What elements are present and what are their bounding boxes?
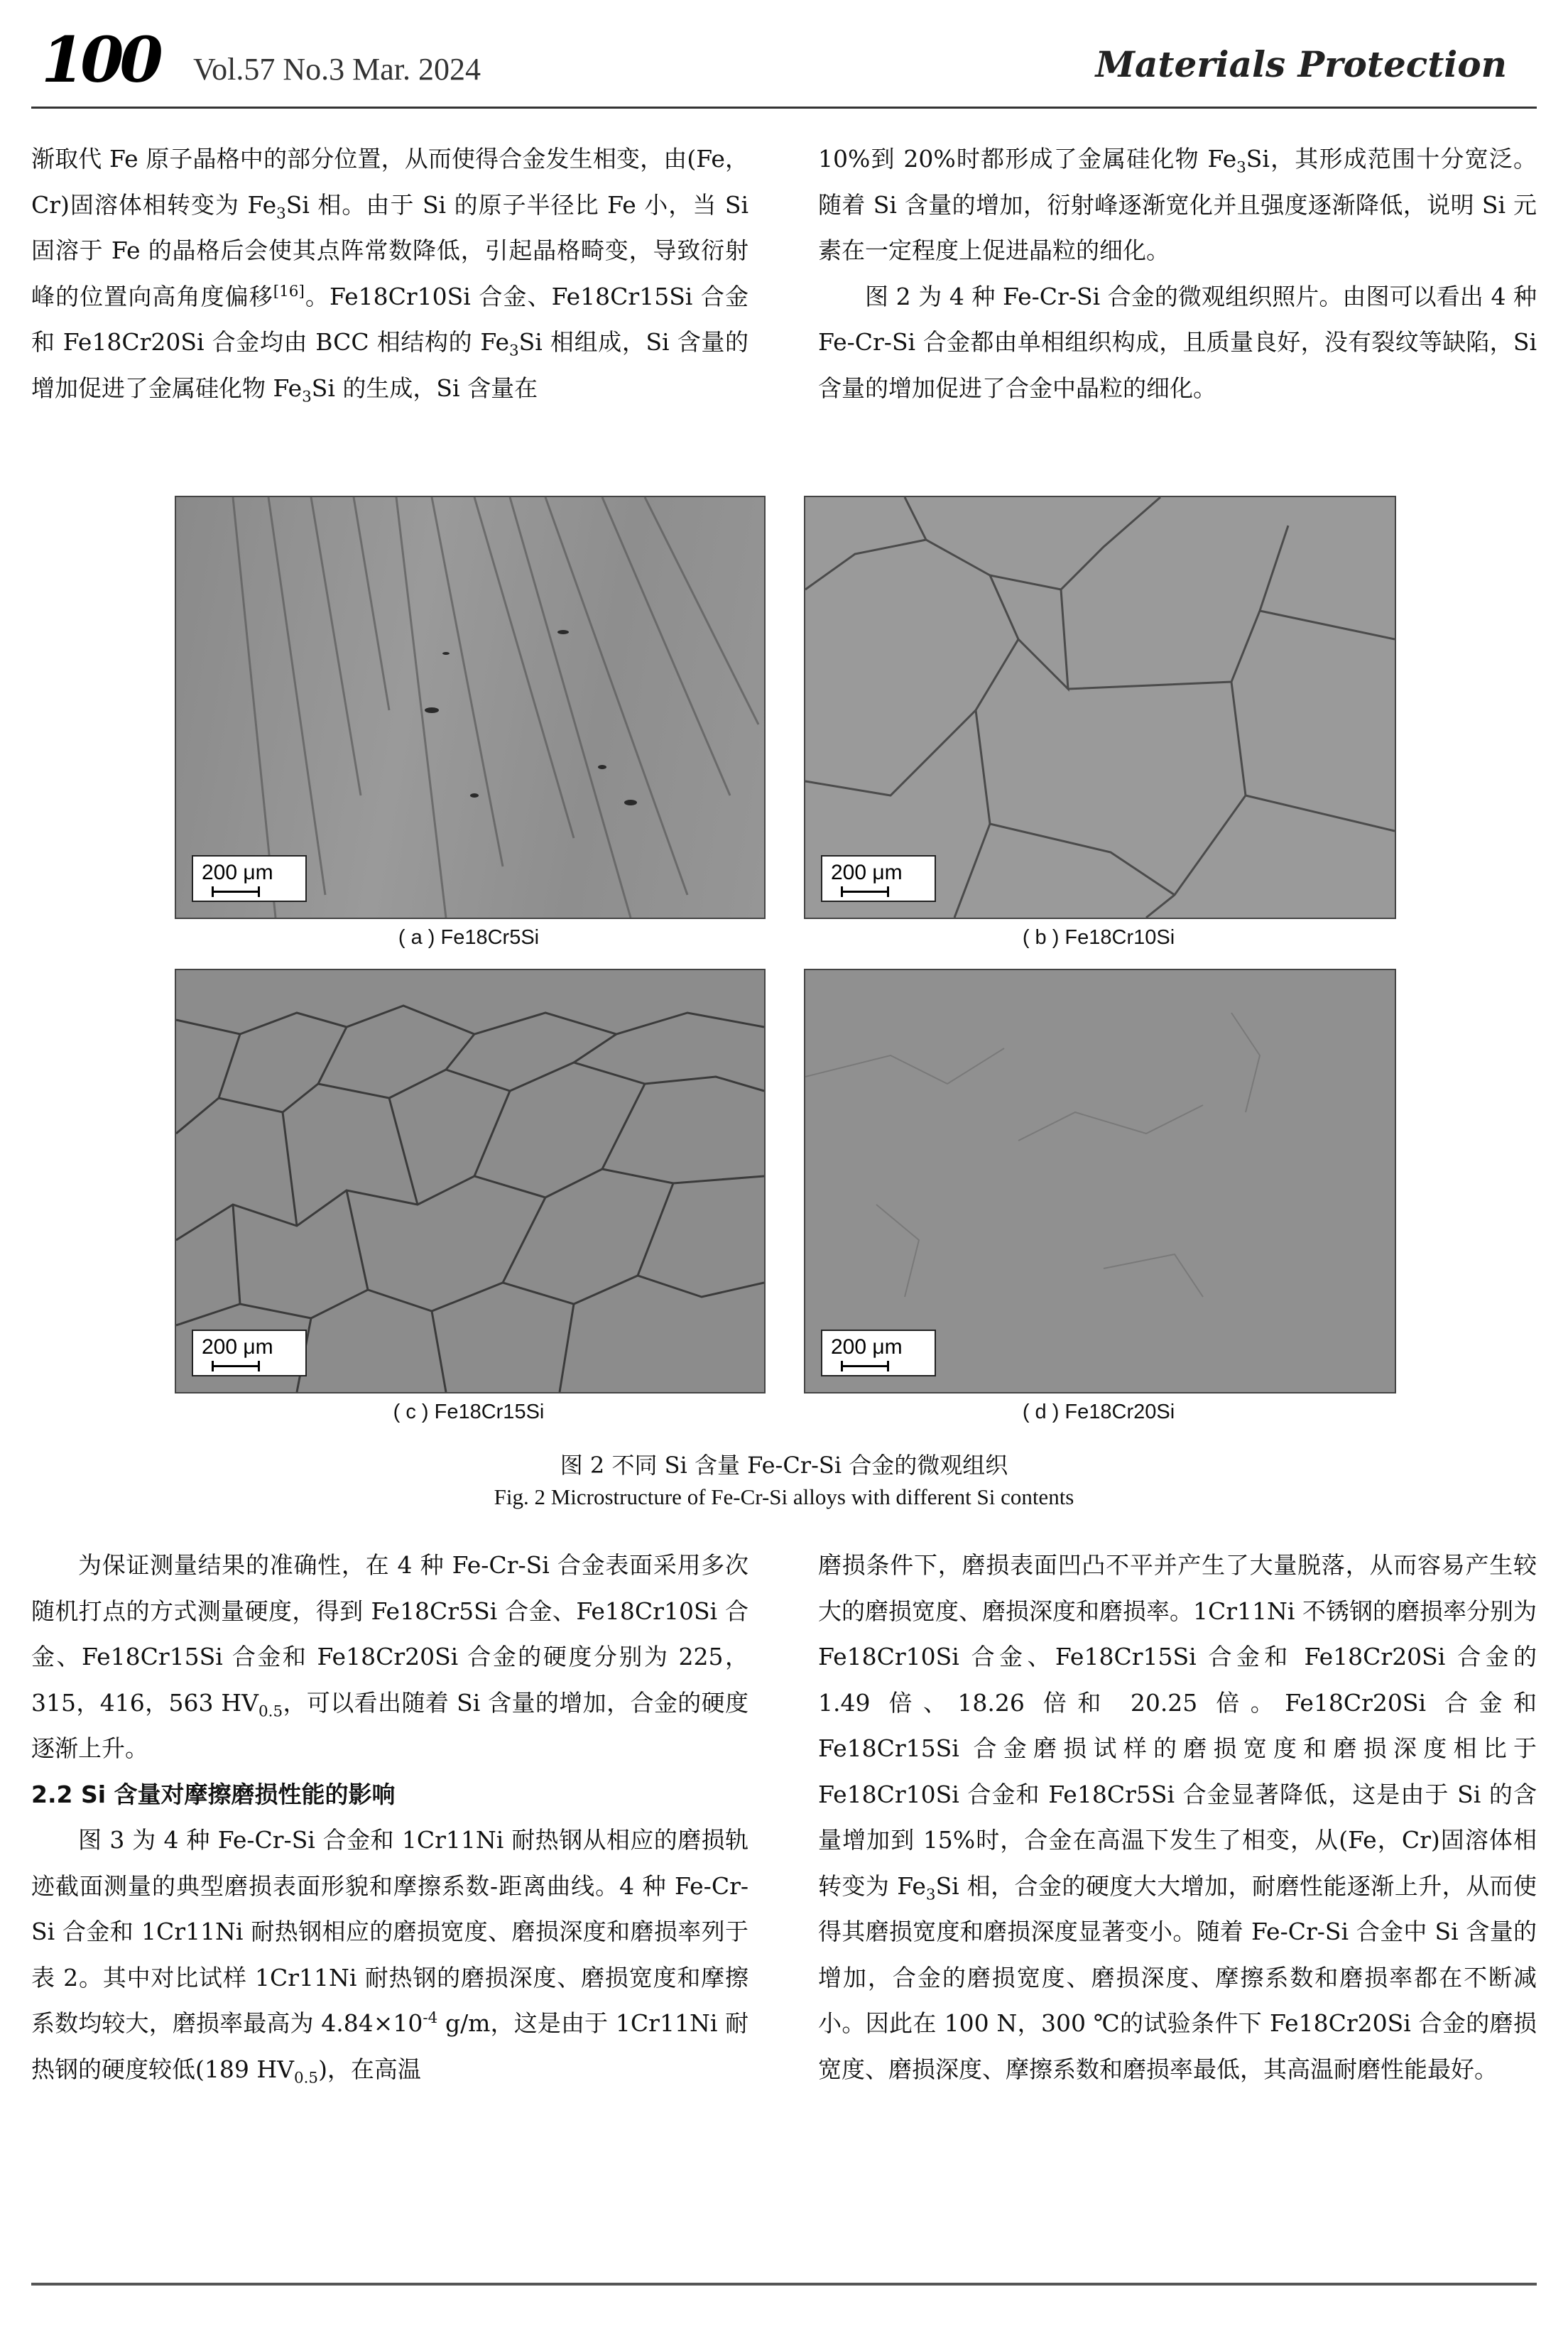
- paragraph: [818, 136, 1537, 274]
- subscript: 3: [1236, 158, 1246, 177]
- footer-rule: [31, 2283, 1537, 2286]
- subscript: 0.5: [293, 2069, 319, 2087]
- header-rule: [31, 107, 1537, 109]
- microstructure-c: [176, 970, 764, 1392]
- micrograph-b: [804, 496, 1396, 919]
- micrograph-d: [804, 969, 1396, 1393]
- subscript: 3: [925, 1886, 936, 1904]
- figure-caption-cn: 图 2 不同 Si 含量 Fe-Cr-Si 合金的微观组织: [560, 1452, 1008, 1479]
- subscript: 3: [276, 205, 286, 223]
- paragraph: [31, 1817, 748, 2092]
- column-left-bottom: [31, 1543, 748, 2092]
- subscript: 0.5: [258, 1702, 283, 1721]
- column-left-top: [31, 136, 748, 411]
- paragraph: [31, 136, 748, 411]
- panel-label-a: ( a ) Fe18Cr5Si: [398, 926, 540, 949]
- text-run: Si 相组成，Si 含量的增加促进了金属硅化物 Fe: [31, 328, 748, 402]
- microstructure-d: [805, 970, 1395, 1392]
- page-number: 100: [41, 23, 159, 97]
- scale-bar: 200 μm: [821, 855, 936, 902]
- journal-title: Materials Protection: [1095, 43, 1507, 85]
- column-right-bottom: [818, 1543, 1537, 2092]
- text-run: Si，其形成范围十分宽泛。随着 Si 含量的增加，衍射峰逐渐宽化并且强度逐渐降低，说明 Si 元素在一定程度上促进晶粒的细化。: [818, 145, 1537, 264]
- text-run: 为保证测量结果的准确性，在 4 种 Fe-Cr-Si 合金表面采用多次随机打点的方式测量硬度，得到 Fe18Cr5Si 合金、Fe18Cr10Si 合金、Fe18Cr15Si 合金和 Fe18Cr20Si 合金的硬度分别为 225，315，416，563 HV: [31, 1551, 749, 1717]
- volume-info: Vol.57 No.3 Mar. 2024: [193, 52, 481, 87]
- subscript: 3: [302, 388, 312, 406]
- panel-label-b: ( b ) Fe18Cr10Si: [1022, 926, 1175, 949]
- panel-label-d: ( d ) Fe18Cr20Si: [1022, 1401, 1175, 1423]
- scale-bar: 200 μm: [192, 855, 307, 902]
- scale-bar: 200 μm: [192, 1330, 307, 1376]
- paragraph: [818, 1543, 1537, 2092]
- panel-label-c: ( c ) Fe18Cr15Si: [393, 1401, 545, 1423]
- page-header: [0, 0, 1568, 107]
- text-run: 渐取代 Fe 原子晶格中的部分位置，从而使得合金发生相变，由(Fe，Cr)固溶体相转变为 Fe: [31, 145, 748, 219]
- superscript: -4: [423, 2009, 438, 2027]
- micrograph-c: [175, 969, 766, 1393]
- text-run: g/m，这是由于 1Cr11Ni 耐热钢的硬度较低(189 HV: [31, 2009, 749, 2083]
- figure-caption-en: Fig. 2 Microstructure of Fe-Cr-Si alloys with different Si contents: [494, 1484, 1074, 1509]
- text-run: 磨损条件下，磨损表面凹凸不平并产生了大量脱落，从而容易产生较大的磨损宽度、磨损深度和磨损率。1Cr11Ni 不锈钢的磨损率分别为 Fe18Cr10Si 合金、Fe18Cr15Si 合金和 Fe18Cr20Si 合金的 1.49 倍、18.26 倍和 20.25 倍。Fe18Cr20Si 合金和 Fe18Cr15Si 合金磨损试样的磨损宽度和磨损深度相比于 Fe18Cr10Si 合金和 Fe18Cr5Si 合金显著降低，这是由于 Si 的含量增加到 15%时，合金在高温下发生了相变，从(Fe，Cr)固溶体相转变为 Fe: [818, 1551, 1537, 1900]
- citation: [16]: [273, 282, 305, 300]
- text-run: Si 相。由于 Si 的原子半径比 Fe 小，当 Si 固溶于 Fe 的晶格后会使其点阵常数降低，引起晶格畸变，导致衍射峰的位置向高角度偏移: [31, 190, 748, 310]
- column-right-top: [818, 136, 1537, 411]
- micrograph-a: [175, 496, 766, 919]
- text-run: Si 的生成，Si 含量在: [311, 374, 538, 402]
- text-run: )，在高温: [318, 2055, 421, 2083]
- text-run: 。Fe18Cr10Si 合金、Fe18Cr15Si 合金和 Fe18Cr20Si 合金均由 BCC 相结构的 Fe: [31, 282, 749, 356]
- text-run: Si 相，合金的硬度大大增加，耐磨性能逐渐上升，从而使得其磨损宽度和磨损深度显著变小。随着 Fe-Cr-Si 合金中 Si 含量的增加，合金的磨损宽度、磨损深度、摩擦系数和磨损率都在不断减小。因此在 100 N，300 ℃的试验条件下 Fe18Cr20Si 合金的磨损宽度、磨损深度、摩擦系数和磨损率最低，其高温耐磨性能最好。: [818, 1871, 1537, 2083]
- scale-bar: 200 μm: [821, 1330, 936, 1376]
- subscript: 3: [509, 342, 519, 360]
- section-heading: 2.2 Si 含量对摩擦磨损性能的影响: [31, 1780, 396, 1808]
- text-run: ，可以看出随着 Si 含量的增加，合金的硬度逐渐上升。: [31, 1688, 749, 1762]
- paragraph: 图 2 为 4 种 Fe-Cr-Si 合金的微观组织照片。由图可以看出 4 种 Fe-Cr-Si 合金都由单相组织构成，且质量良好，没有裂纹等缺陷，Si 含量的增加促进了合金中晶粒的细化。: [818, 282, 1537, 402]
- text-run: 图 3 为 4 种 Fe-Cr-Si 合金和 1Cr11Ni 耐热钢从相应的磨损轨迹截面测量的典型磨损表面形貌和摩擦系数-距离曲线。4 种 Fe-Cr-Si 合金和 1Cr11Ni 耐热钢相应的磨损宽度、磨损深度和磨损率列于表 2。其中对比试样 1Cr11Ni 耐热钢的磨损深度、磨损宽度和摩擦系数均较大，磨损率最高为 4.84×10: [31, 1826, 748, 2037]
- paragraph: [31, 1543, 748, 1772]
- text-run: 10%到 20%时都形成了金属硅化物 Fe: [818, 145, 1237, 173]
